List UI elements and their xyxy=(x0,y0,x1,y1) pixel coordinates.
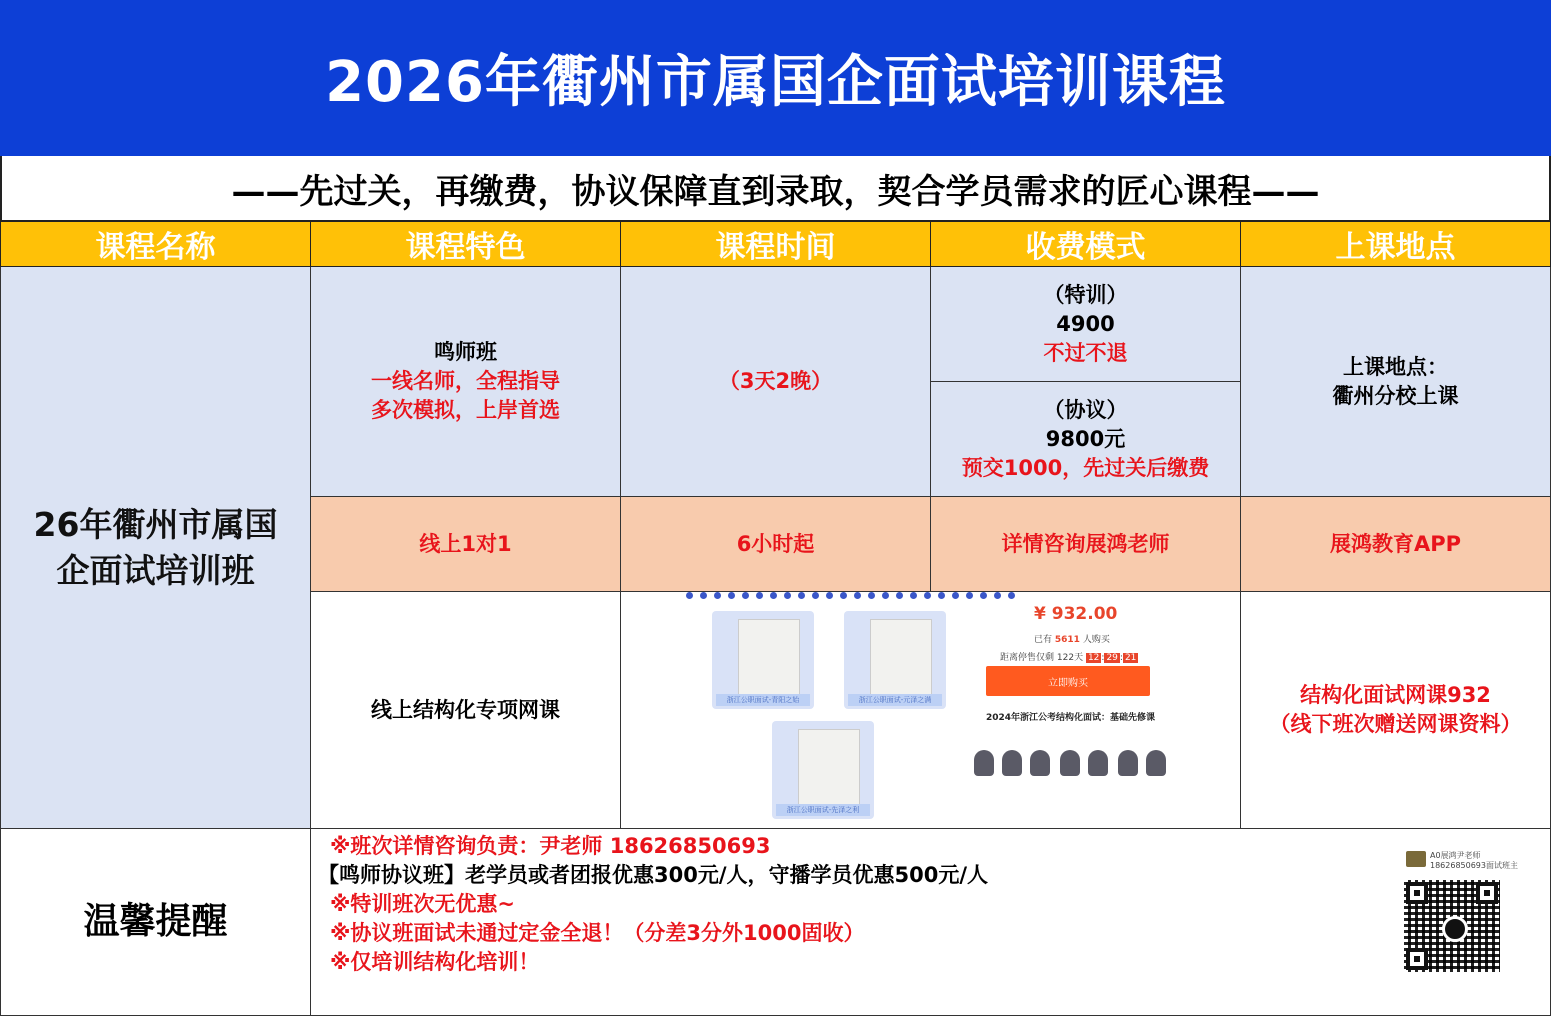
fee-agreement-label: （协议） xyxy=(1043,397,1128,422)
product-price: ¥ 932.00 xyxy=(1034,604,1118,624)
teacher-avatar xyxy=(1146,750,1166,776)
book-thumbnail: 浙江公职面试-元泽之满 xyxy=(844,611,946,709)
row2-feature-cell xyxy=(311,497,621,592)
row1-feature-line1: 一线名师，全程指导 xyxy=(371,369,560,393)
buy-now-button[interactable]: 立即购买 xyxy=(986,666,1150,696)
wechat-avatar xyxy=(1406,851,1426,867)
row2-location: 展鸿教育APP xyxy=(1329,531,1462,556)
reminder-line: ※仅培训结构化培训！ xyxy=(330,950,540,974)
row2-feature: 线上1对1 xyxy=(419,531,512,556)
teacher-avatar xyxy=(1030,750,1050,776)
teacher-avatar xyxy=(1002,750,1022,776)
reminder-line: ※特训班次无优惠~ xyxy=(330,892,516,916)
row1-feature-line2: 多次模拟，上岸首选 xyxy=(371,398,560,422)
row1-fee-special-cell xyxy=(931,267,1241,382)
header-course-feature: 课程特色 xyxy=(311,222,621,267)
wechat-qr-code xyxy=(1404,880,1500,972)
row1-location-value: 衢州分校上课 xyxy=(1332,383,1459,408)
reminder-line: ※班次详情咨询负责：尹老师 18626850693 xyxy=(330,834,771,858)
row2-fee: 详情咨询展鸿老师 xyxy=(1001,531,1170,556)
row1-location-cell xyxy=(1241,267,1551,497)
fee-special-note: 不过不退 xyxy=(1043,340,1128,365)
page-subtitle: ——先过关，再缴费，协议保障直到录取，契合学员需求的匠心课程—— xyxy=(0,156,1551,222)
page-title: 2026年衢州市属国企面试培训课程 xyxy=(0,0,1551,156)
buyers-text: 已有 5611 人购买 xyxy=(1034,635,1110,645)
fee-special-amount: 4900 xyxy=(1056,311,1115,336)
carousel-dots xyxy=(686,592,1026,600)
row2-fee-cell xyxy=(931,497,1241,592)
reminder-line: ※协议班面试未通过定金全退！（分差3分外1000固收） xyxy=(330,921,865,945)
teacher-avatar xyxy=(1060,750,1080,776)
row3-location-line1: 结构化面试网课932 xyxy=(1300,683,1491,707)
book-thumbnail: 浙江公职面试-青阳之始 xyxy=(712,611,814,709)
row2-location-cell xyxy=(1241,497,1551,592)
course-name-cell xyxy=(0,267,311,829)
header-course-name: 课程名称 xyxy=(0,222,311,267)
countdown: 距离停售仅剩 122天 12 : 29 : 21 xyxy=(1000,653,1137,663)
row2-time: 6小时起 xyxy=(736,531,815,556)
book-thumbnail: 浙江公职面试-先泽之利 xyxy=(772,721,874,819)
qr-contact-phone: 18626850693面试班主 xyxy=(1430,861,1518,870)
product-course-title: 2024年浙江公考结构化面试：基础先修课 xyxy=(986,713,1156,723)
teacher-avatar xyxy=(1118,750,1138,776)
course-name: 26年衢州市属国企面试培训班 xyxy=(33,504,278,590)
fee-agreement-note: 预交1000，先过关后缴费 xyxy=(961,455,1210,480)
qr-contact-name: A0展鸿尹老师 xyxy=(1430,851,1481,860)
row3-feature-cell xyxy=(311,592,621,829)
header-location: 上课地点 xyxy=(1241,222,1551,267)
row3-feature: 线上结构化专项网课 xyxy=(371,697,560,722)
row3-location-line2: （线下班次赠送网课资料） xyxy=(1269,712,1522,736)
row1-time: （3天2晚） xyxy=(718,369,833,393)
row1-feature-title: 鸣师班 xyxy=(434,340,497,364)
teacher-avatar xyxy=(1088,750,1108,776)
row3-location-cell xyxy=(1241,592,1551,829)
row1-fee-agreement-cell xyxy=(931,382,1241,497)
product-screenshot xyxy=(622,592,1240,828)
reminder-line: 【鸣师协议班】老学员或者团报优惠300元/人，守播学员优惠500元/人 xyxy=(318,863,989,887)
reminder-label-cell xyxy=(0,829,311,1016)
row1-feature-cell xyxy=(311,267,621,497)
header-course-time: 课程时间 xyxy=(621,222,931,267)
row1-location-label: 上课地点： xyxy=(1343,354,1448,379)
reminder-label: 温馨提醒 xyxy=(83,901,228,942)
header-fee-mode: 收费模式 xyxy=(931,222,1241,267)
fee-special-label: （特训） xyxy=(1043,282,1128,307)
teacher-avatar xyxy=(974,750,994,776)
row1-time-cell xyxy=(621,267,931,497)
fee-agreement-amount: 9800元 xyxy=(1045,426,1126,451)
row2-time-cell xyxy=(621,497,931,592)
